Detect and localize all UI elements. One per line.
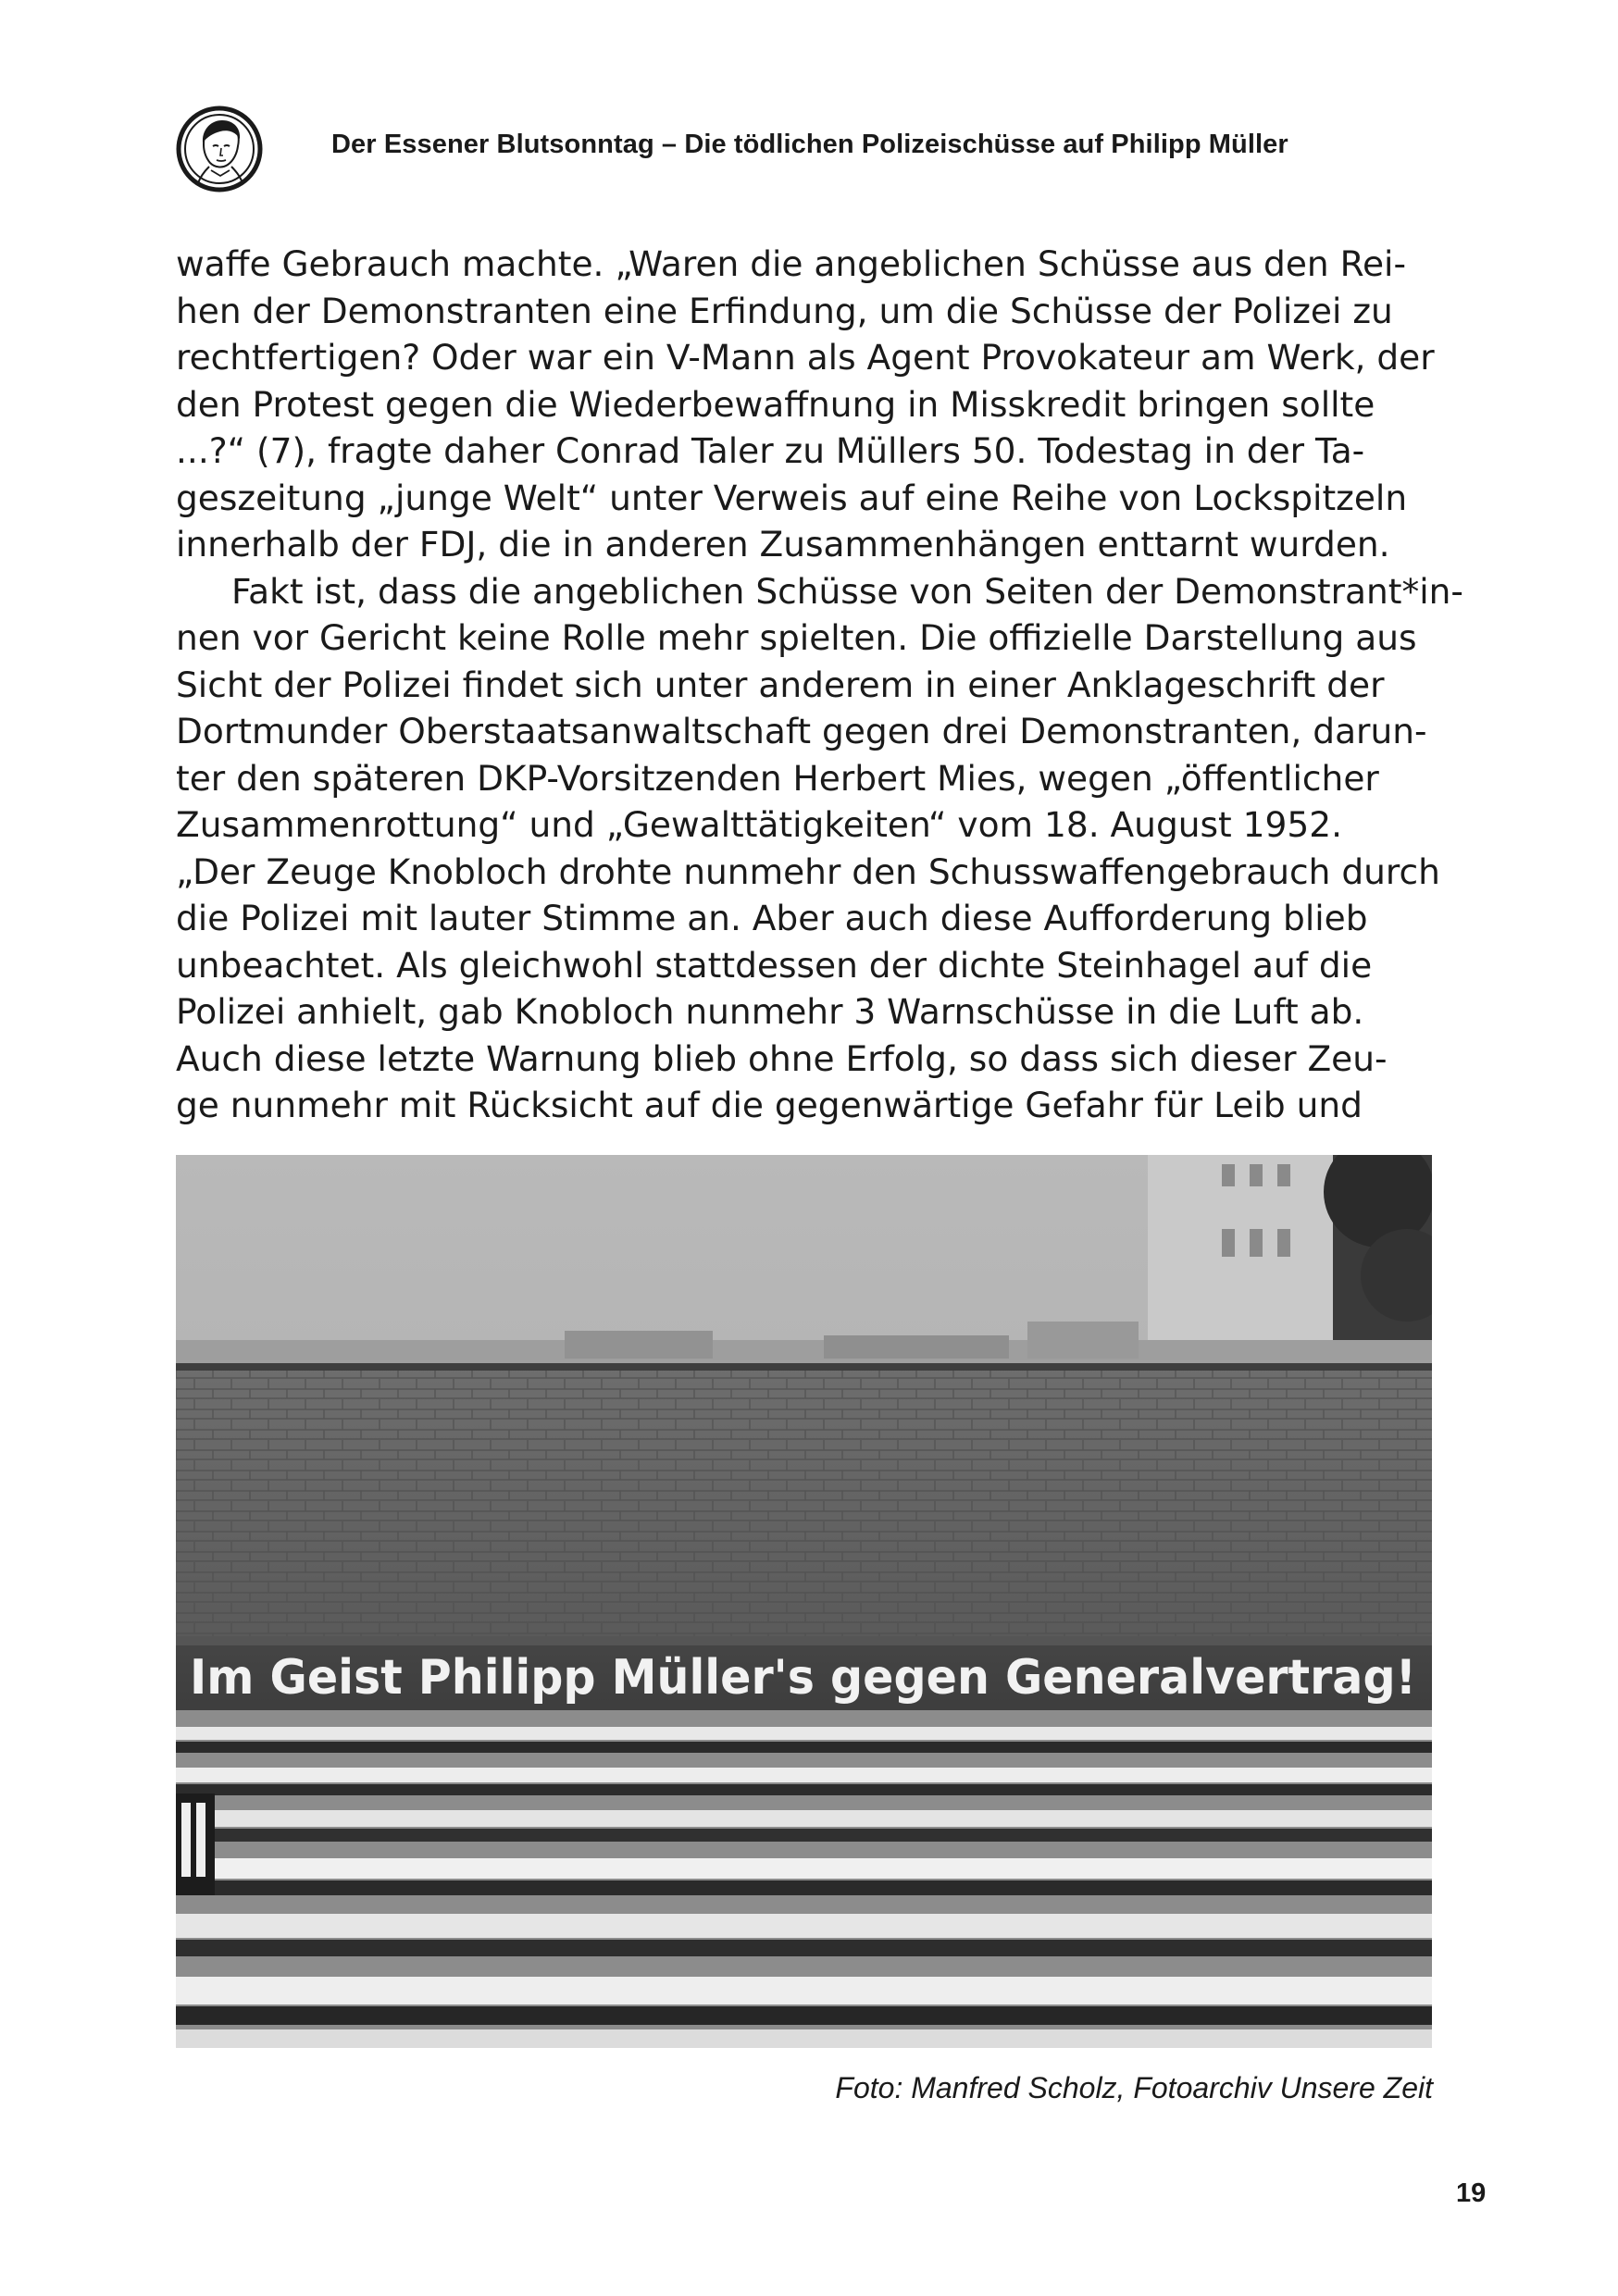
railway-tracks — [176, 1710, 1432, 2048]
text-line: rechtfertigen? Oder war ein V-Mann als Agent Provokateur am Werk, der — [176, 337, 1435, 378]
text-line: „Der Zeuge Knobloch drohte nunmehr den Schusswaffengebrauch durch — [176, 850, 1440, 892]
text-line: geszeitung „junge Welt“ unter Verweis auf eine Reihe von Lockspitzeln — [176, 477, 1408, 518]
text-line: innerhalb der FDJ, die in anderen Zusammenhängen enttarnt wurden. — [176, 524, 1390, 565]
text-line: unbeachtet. Als gleichwohl stattdessen der dichte Steinhagel auf die — [176, 944, 1373, 986]
text-line: Sicht der Polizei findet sich unter anderem in einer Anklageschrift der — [176, 664, 1385, 705]
text-line: ge nunmehr mit Rücksicht auf die gegenwärtige Gefahr für Leib und — [176, 1085, 1363, 1125]
running-header-title: Der Essener Blutsonntag – Die tödlichen Polizeischüsse auf Philipp Müller — [331, 130, 1288, 159]
wall-inscription: Im Geist Philipp Müller's gegen Generalvertrag! — [190, 1650, 1416, 1706]
photo-caption: Foto: Manfred Scholz, Fotoarchiv Unsere Zeit — [835, 2071, 1433, 2104]
text-line: hen der Demonstranten eine Erfindung, um die Schüsse der Polizei zu — [176, 290, 1393, 331]
text-line: waffe Gebrauch machte. „Waren die angeblichen Schüsse aus den Rei- — [176, 243, 1406, 284]
historical-photo — [176, 1155, 1432, 2048]
text-line: Dortmunder Oberstaatsanwaltschaft gegen drei Demonstranten, darun- — [176, 711, 1427, 751]
text-line: die Polizei mit lauter Stimme an. Aber auch diese Aufforderung blieb — [176, 898, 1368, 938]
text-line: ...?“ (7), fragte daher Conrad Taler zu Müllers 50. Todestag in der Ta- — [176, 430, 1365, 471]
text-line: Auch diese letzte Warnung blieb ohne Erfolg, so dass sich dieser Zeu- — [176, 1037, 1388, 1079]
text-line: ter den späteren DKP-Vorsitzenden Herbert Mies, wegen „öffentlicher — [176, 757, 1379, 799]
text-line: nen vor Gericht keine Rolle mehr spielten. Die offizielle Darstellung aus — [176, 617, 1417, 658]
text-line-paragraph-start: Fakt ist, dass die angeblichen Schüsse von Seiten der Demonstrant*in- — [231, 570, 1463, 612]
text-line: Zusammenrottung“ und „Gewalttätigkeiten“ vom 18. August 1952. — [176, 804, 1343, 845]
page-header — [176, 93, 1398, 194]
text-line: Polizei anhielt, gab Knobloch nunmehr 3 Warnschüsse in die Luft ab. — [176, 991, 1364, 1032]
portrait-logo-icon — [176, 105, 263, 192]
text-line: den Protest gegen die Wiederbewaffnung in Misskredit bringen sollte — [176, 383, 1375, 425]
page-number: 19 — [1456, 2178, 1487, 2208]
body-text — [176, 241, 1463, 1129]
